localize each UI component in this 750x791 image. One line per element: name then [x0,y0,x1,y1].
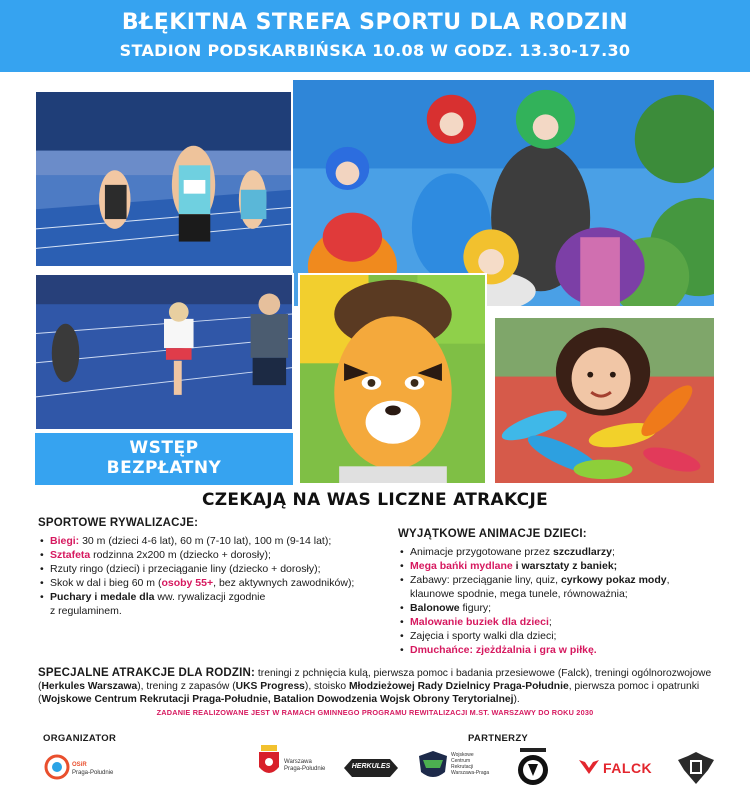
relay-text: rodzinna 2x200 m (dziecko + dorosły); [90,549,271,561]
list-item [398,601,728,615]
balloons-label: Balonowe [410,602,460,614]
attractions-heading: CZEKAJĄ NA WAS LICZNE ATRAKCJE [202,490,548,510]
sport-section [38,516,378,618]
wcr-line1: Wojskowe [451,752,474,758]
wcr-line4: Warszawa-Praga [451,770,490,776]
fashion-label: cyrkowy pokaz mody [560,574,667,586]
osir-district: Praga-Południe [72,770,114,776]
martial-arts-text: Zajęcia i sporty walki dla dzieci; [410,630,557,642]
stilts-text: Animacje przygotowane przez [410,546,553,558]
ringo-text: Rzuty ringo (dzieci) i przeciąganie liny (dziecko + dorosły); [50,563,321,575]
kids-list [398,545,728,657]
photo-tiger-face-boy [298,273,487,485]
special-text3: ), stoisko [304,681,349,692]
facepaint-end: ; [548,616,552,628]
stilts-label: szczudlarzy [553,546,612,558]
medals-text: ww. rywalizacji zgodnie [154,591,266,603]
list-item [398,559,728,573]
partners-label: PARTNERZY [468,733,529,744]
warszawa-logo [258,745,328,785]
osir-logo [44,752,124,786]
balloons-text: figury; [459,602,492,614]
longjump-text-a: Skok w dal i bieg 60 m ( [50,577,162,589]
seniors-label: osoby 55+ [161,577,214,589]
special-text5: ). [513,694,520,705]
games-text: Zabawy: przeciąganie liny, quiz, [410,574,561,586]
osir-name: OSiR [72,762,87,768]
list-item [38,590,378,618]
facepaint-label: Malowanie buziek dla dzieci [410,616,549,628]
longjump-text-b: , bez aktywnych zawodników); [213,577,355,589]
falck-name: FALCK [603,760,653,776]
list-item [398,573,728,601]
osir-emblem-icon [44,754,70,780]
special-bold1: Herkules Warszawa [41,681,138,692]
list-item [38,562,378,576]
battalion-crest-icon [676,750,716,786]
bubbles-text: i warsztaty z baniek; [512,560,618,572]
warszawa-district: Praga-Południe [284,766,326,772]
games-text-cont: klaunowe spodnie, mega tunele, równoważnia; [410,588,628,600]
list-item [398,643,728,657]
organizer-label: ORGANIZATOR [43,733,117,744]
stilts-end: ; [611,546,615,558]
special-bold2: UKS Progress [235,681,305,692]
relay-label: Sztafeta [50,549,91,561]
free-entry-line1: WSTĘP [129,438,199,458]
warszawa-name: Warszawa [284,759,312,765]
warszawa-crest-icon [258,745,280,779]
kids-section-title: WYJĄTKOWE ANIMACJE DZIECI: [398,528,587,540]
kids-section [398,527,728,657]
wcr-logo [418,750,498,786]
list-item [398,629,728,643]
photo-girl-balloons [493,316,716,485]
inflatables-label: Dmuchańce: zjeżdżalnia i gra w piłkę. [410,644,597,656]
herkules-name: HERKULES [351,763,391,770]
falck-logo [577,757,657,779]
battalion-logo [676,750,716,786]
free-entry-badge [35,433,293,485]
event-title: BŁĘKITNA STREFA SPORTU DLA RODZIN [121,10,629,35]
sport-list [38,534,378,618]
special-attractions [38,667,728,706]
photo-runners-girls [34,90,294,268]
wcr-line3: Rekrutacji [451,764,474,770]
event-subtitle: STADION PODSKARBIŃSKA 10.08 W GODZ. 13.30-17.30 [119,41,631,60]
runs-label: Biegi: [50,535,80,547]
photo-runners-seniors [34,273,294,431]
list-item [398,545,728,559]
special-lead: SPECJALNE ATRAKCJE DLA RODZIN: [38,667,256,679]
free-entry-line2: BEZPŁATNY [106,458,222,478]
list-item [38,576,378,590]
list-item [38,534,378,548]
wcr-shield-icon [418,750,448,782]
herkules-logo [342,755,400,781]
games-end: , [666,574,670,586]
list-item [38,548,378,562]
uks-logo [516,748,550,786]
bubbles-label: Mega bańki mydlane [410,560,513,572]
special-text4: , pierwsza pomoc i opatrunki ( [38,681,700,705]
header-banner [0,0,750,72]
sport-section-title: SPORTOWE RYWALIZACJE: [38,517,199,529]
wcr-line2: Centrum [451,758,471,764]
special-text2: ), trening z zapasów ( [137,681,236,692]
program-note: ZADANIE REALIZOWANE JEST W RAMACH GMINNEGO PROGRAMU REWITALIZACJI M.ST. WARSZAWY DO ROKU 2030 [156,708,594,717]
medals-text-cont: z regulaminem. [50,605,122,617]
runs-text: 30 m (dzieci 4-6 lat), 60 m (7-10 lat), 100 m (9-14 lat); [79,535,332,547]
special-bold3: Młodzieżowej Rady Dzielnicy Praga-Południe [348,681,569,692]
falck-wings-icon [577,758,601,778]
special-text1: treningi z pchnięcia kulą, pierwsza pomoc i badania przesiewowe (Falck), treningi ogólnorozwojowe ( [38,668,712,692]
special-bold4: Wojskowe Centrum Rekrutacji Praga-Południe, Batalion Dowodzenia Wojsk Obrony Terytorialnej [41,694,514,705]
uks-emblem-icon [516,748,550,786]
medals-label: Puchary i medale dla [50,591,155,603]
list-item [398,615,728,629]
